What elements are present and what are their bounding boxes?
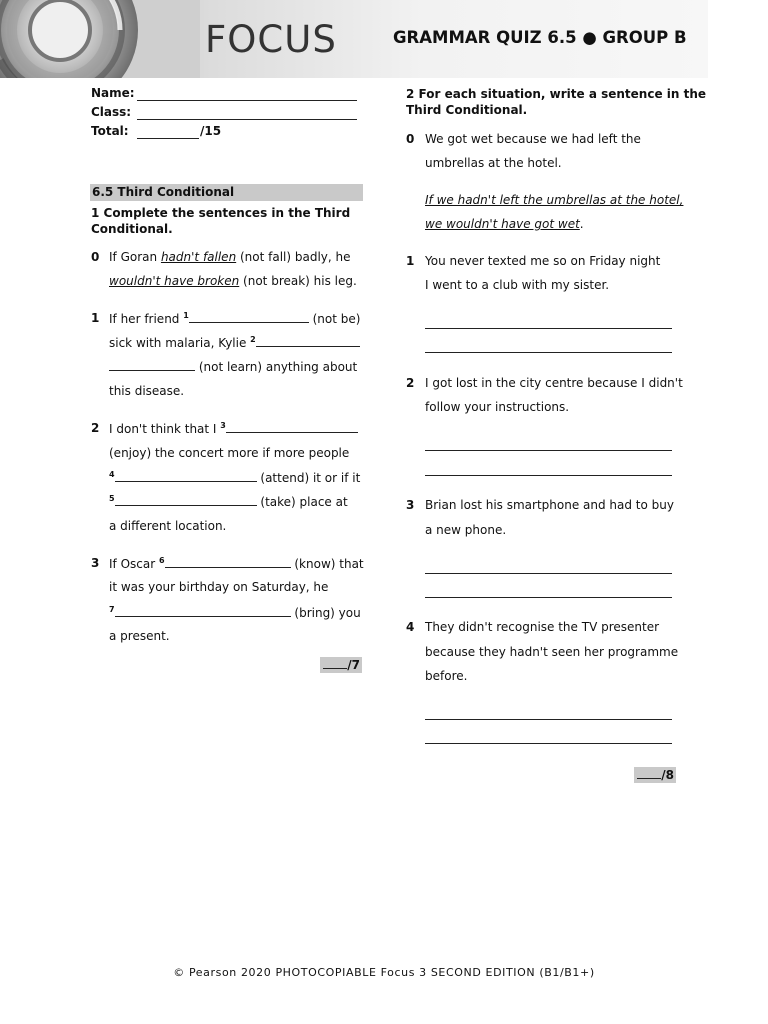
task1-item3-number: 3: [91, 556, 100, 570]
focus-lens-logo: [0, 0, 200, 78]
task1-item1-line4: this disease.: [109, 384, 185, 398]
task2-item1-line2: I went to a club with my sister.: [425, 278, 610, 292]
total-max: /15: [200, 124, 222, 138]
task1-example-line1: [109, 250, 351, 264]
gap-4-input[interactable]: [115, 470, 257, 482]
score-blank[interactable]: [323, 657, 347, 669]
task1-item1-line1: [109, 311, 360, 326]
task1-score-max: /7: [347, 658, 360, 672]
example-answer: we wouldn't have got wet: [425, 217, 580, 231]
class-label: Class:: [91, 105, 132, 119]
task2-score-max: /8: [661, 768, 674, 782]
gap-6-input[interactable]: [165, 556, 291, 568]
task2-item2-answer-line2[interactable]: [425, 475, 672, 476]
task2-item1-answer-line1[interactable]: [425, 328, 672, 329]
task1-item2-line3: [109, 470, 360, 485]
text: (not fall) badly, he: [236, 250, 351, 264]
gap-number: 6: [158, 556, 165, 565]
task1-item2-number: 2: [91, 421, 100, 435]
gap-2-input[interactable]: [256, 335, 360, 347]
text: If Oscar: [109, 557, 159, 571]
task2-item3-answer-line1[interactable]: [425, 573, 672, 574]
task2-item3-line1: Brian lost his smartphone and had to buy: [425, 498, 674, 512]
text: (not be): [308, 312, 361, 326]
name-label: Name:: [91, 86, 135, 100]
task2-example-answer-line1: If we hadn't left the umbrellas at the hotel,: [425, 193, 684, 207]
task2-example-number: 0: [406, 132, 415, 146]
score-blank[interactable]: [637, 767, 661, 779]
gap-number: 1: [183, 311, 189, 320]
example-answer: wouldn't have broken: [109, 274, 240, 288]
task1-title-line2: Conditional.: [91, 222, 173, 236]
task2-example-answer-line2: [425, 217, 584, 231]
gap-3-input[interactable]: [226, 421, 358, 433]
task1-item1-line2: [109, 335, 360, 350]
header-banner: [0, 0, 708, 78]
text: (bring) you: [290, 606, 361, 620]
task2-item2-line2: follow your instructions.: [425, 400, 570, 414]
task1-item3-line1: [109, 556, 364, 571]
text: (not learn) anything about: [195, 360, 358, 374]
task2-item4-answer-line1[interactable]: [425, 719, 672, 720]
text: I don't think that I: [109, 422, 221, 436]
gap-number: 7: [109, 605, 115, 614]
task2-title-line1: 2 For each situation, write a sentence in the: [406, 87, 707, 101]
gap-2-input-cont[interactable]: [109, 359, 195, 371]
gap-5-input[interactable]: [115, 494, 257, 506]
task2-item1-line1: You never texted me so on Friday night: [425, 254, 661, 268]
task1-item1-number: 1: [91, 311, 100, 325]
task2-item2-number: 2: [406, 376, 415, 390]
gap-7-input[interactable]: [115, 605, 291, 617]
task1-item1-line3: [109, 359, 357, 374]
task2-item3-answer-line2[interactable]: [425, 597, 672, 598]
section-title: 6.5 Third Conditional: [92, 185, 235, 199]
name-field[interactable]: [137, 86, 357, 101]
task2-score: [634, 767, 676, 783]
task1-item3-line4: a present.: [109, 629, 170, 643]
task2-item4-answer-line2[interactable]: [425, 743, 672, 744]
task1-item2-line5: a different location.: [109, 519, 227, 533]
task2-item2-line1: I got lost in the city centre because I didn't: [425, 376, 683, 390]
text: (take) place at: [256, 495, 348, 509]
task2-title-line2: Third Conditional.: [406, 103, 528, 117]
class-field[interactable]: [137, 105, 357, 120]
example-answer: hadn't fallen: [160, 250, 237, 264]
task2-item3-line2: a new phone.: [425, 523, 507, 537]
footer: © Pearson 2020 PHOTOCOPIABLE Focus 3 SECOND EDITION (B1/B1+): [173, 966, 595, 979]
task1-title-line1: 1 Complete the sentences in the Third: [91, 206, 351, 220]
task2-item3-number: 3: [406, 498, 415, 512]
task1-example-line2: [109, 274, 357, 288]
task2-example-line2: umbrellas at the hotel.: [425, 156, 562, 170]
gap-number: 2: [250, 335, 256, 344]
text: If Goran: [109, 250, 161, 264]
text: .: [579, 217, 584, 231]
task1-item3-line3: [109, 605, 361, 620]
gap-number: 5: [109, 494, 115, 503]
text: sick with malaria, Kylie: [109, 336, 251, 350]
task1-item3-line2: it was your birthday on Saturday, he: [109, 580, 329, 594]
quiz-title: GRAMMAR QUIZ 6.5 ● GROUP B: [393, 28, 687, 47]
task2-item4-line3: before.: [425, 669, 468, 683]
task2-item2-answer-line1[interactable]: [425, 450, 672, 451]
task2-item4-line2: because they hadn't seen her programme: [425, 645, 679, 659]
text: If her friend: [109, 312, 184, 326]
task2-item1-answer-line2[interactable]: [425, 352, 672, 353]
total-row: [91, 124, 129, 138]
text: (attend) it or if it: [256, 471, 361, 485]
text: (not break) his leg.: [239, 274, 357, 288]
gap-1-input[interactable]: [189, 311, 309, 323]
gap-number: 4: [109, 470, 115, 479]
class-row: [91, 105, 131, 119]
total-field[interactable]: [137, 124, 199, 139]
task1-title: [91, 205, 350, 237]
task1-example-number: 0: [91, 250, 100, 264]
task1-item2-line4: [109, 494, 348, 509]
gap-number: 3: [220, 421, 226, 430]
task1-item2-line2: (enjoy) the concert more if more people: [109, 446, 350, 460]
task2-item4-line1: They didn't recognise the TV presenter: [425, 620, 660, 634]
task2-item4-number: 4: [406, 620, 415, 634]
task1-item2-line1: [109, 421, 358, 436]
task2-title: [406, 86, 706, 118]
text: (know) that: [290, 557, 364, 571]
brand-name: FOCUS: [205, 18, 337, 61]
task2-example-line1: We got wet because we had left the: [425, 132, 641, 146]
total-label: Total:: [91, 124, 129, 138]
name-row: [91, 86, 135, 100]
task2-item1-number: 1: [406, 254, 415, 268]
task1-score: [320, 657, 362, 673]
